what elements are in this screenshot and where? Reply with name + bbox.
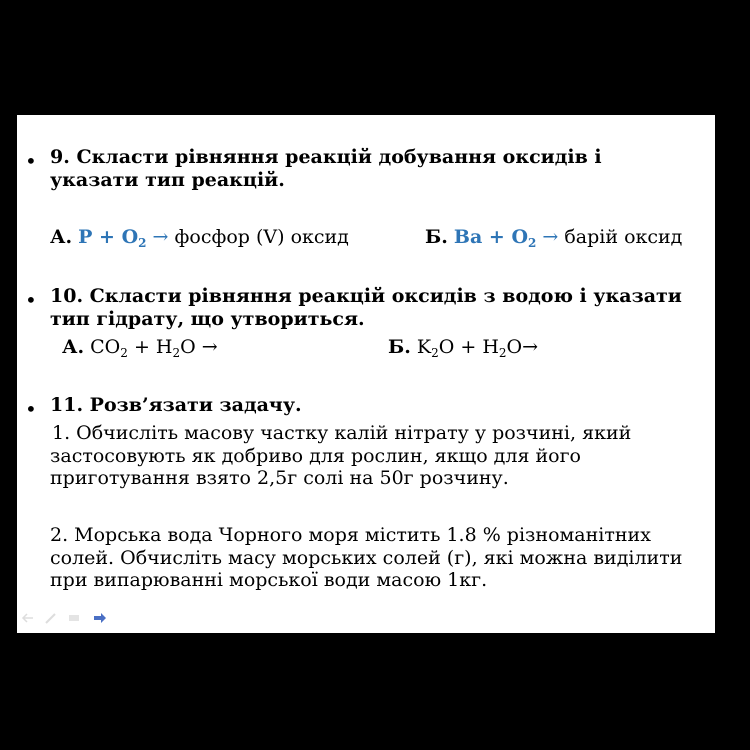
q9-b-plus: +: [482, 226, 512, 248]
q10-a-h-sub: 2: [172, 346, 181, 360]
q11-task-1: 1. Обчисліть масову частку калій нітрату у розчині, який застосовують як добриво для рослин, якщо для його приготування взято 2,5г солі на 50г розчину.: [50, 422, 632, 489]
bullet-q11: •: [25, 397, 37, 421]
q11-heading: 11. Розв’язати задачу.: [50, 394, 302, 416]
q9-a-p: P: [78, 226, 93, 248]
q9-equation-b: [425, 226, 682, 248]
q10-b-o-arrow: O→: [506, 336, 539, 358]
q10-equation-a: [62, 336, 218, 358]
q10-a-co: CO: [90, 336, 121, 358]
q11-task-2: 2. Морська вода Чорного моря містить 1.8 % різноманітних солей. Обчисліть масу морських солей (г), які можна виділити при випарюванні морської води масою 1кг.: [50, 524, 683, 591]
q9-a-plus: +: [92, 226, 122, 248]
q9-equation-a: [50, 226, 349, 248]
q10-b-h-sub: 2: [498, 346, 507, 360]
slide: [17, 115, 715, 633]
q10-heading: 10. Скласти рівняння реакцій оксидів з водою і указати тип гідрату, що утвориться.: [50, 285, 682, 330]
q9-a-product: фосфор (V) оксид: [174, 226, 349, 248]
slides-menu-icon[interactable]: [67, 612, 81, 624]
q9-b-product: барій оксид: [564, 226, 683, 248]
q9-b-o: O: [511, 226, 528, 248]
q9-a-label: А.: [50, 226, 73, 248]
q10-b-k-sub: 2: [431, 346, 439, 360]
bullet-q10: •: [25, 288, 37, 312]
q10-b-k: K: [416, 336, 432, 358]
q9-a-arrow: →: [146, 226, 175, 248]
q9-heading: 9. Скласти рівняння реакцій добування оксидів і указати тип реакцій.: [50, 146, 602, 191]
next-arrow-icon[interactable]: [90, 612, 110, 624]
q9-b-label: Б.: [425, 226, 448, 248]
q9-a-o-sub: 2: [138, 236, 147, 250]
q9-b-arrow: →: [536, 226, 565, 248]
q10-b-label: Б.: [388, 336, 411, 358]
bullet-q9: •: [25, 149, 37, 173]
q10-equation-b: [388, 336, 538, 358]
q10-a-label: А.: [62, 336, 85, 358]
back-arrow-icon[interactable]: [21, 612, 35, 624]
q9-b-o-sub: 2: [528, 236, 537, 250]
q10-a-o-arrow: O →: [180, 336, 218, 358]
q10-b-o-plus-h: O + H: [438, 336, 499, 358]
q9-a-o: O: [121, 226, 139, 248]
slideshow-toolbar: [21, 612, 110, 624]
q10-a-co-sub: 2: [120, 346, 128, 360]
q10-a-plus-h: + H: [127, 336, 173, 358]
q9-b-ba: Ba: [453, 226, 483, 248]
pen-icon[interactable]: [44, 612, 58, 624]
